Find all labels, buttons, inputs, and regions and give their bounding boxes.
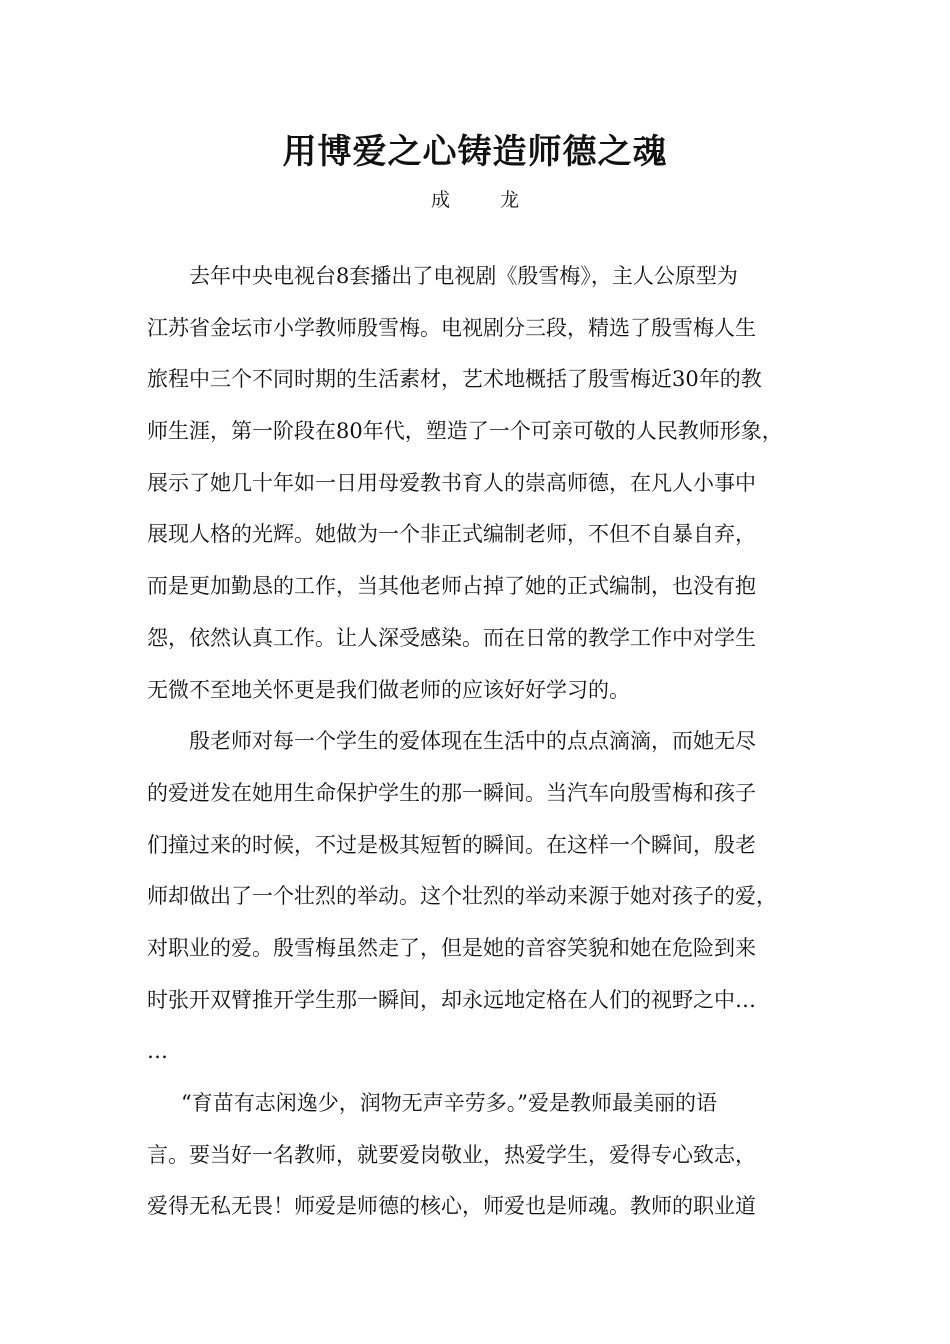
- paragraph-1-line: 展示了她几十年如一日用母爱教书育人的崇高师德，在凡人小事中: [147, 470, 756, 495]
- paragraph-1-line: 展现人格的光辉。她做为一个非正式编制老师，不但不自暴自弃，: [147, 522, 756, 547]
- document-author: 成 龙: [430, 189, 542, 211]
- paragraph-2-line: 们撞过来的时候，不过是极其短暂的瞬间。在这样一个瞬间，殷老: [147, 832, 756, 857]
- paragraph-3-line: 言。要当好一名教师，就要爱岗敬业，热爱学生，爱得专心致志，: [147, 1142, 756, 1167]
- paragraph-1-line: 怨，依然认真工作。让人深受感染。而在日常的教学工作中对学生: [147, 625, 756, 650]
- document-title: 用博爱之心铸造师德之魂: [282, 132, 668, 172]
- paragraph-2-line: 师却做出了一个壮烈的举动。这个壮烈的举动来源于她对孩子的爱，: [147, 884, 777, 909]
- paragraph-3-line: 爱得无私无畏！师爱是师德的核心，师爱也是师魂。教师的职业道: [147, 1194, 756, 1219]
- paragraph-2-line: 时张开双臂推开学生那一瞬间，却永远地定格在人们的视野之中…: [147, 987, 756, 1012]
- paragraph-1-line: 去年中央电视台8套播出了电视剧《殷雪梅》，主人公原型为: [189, 264, 738, 288]
- paragraph-1-line: 而是更加勤恳的工作，当其他老师占掉了她的正式编制，也没有抱: [147, 574, 756, 599]
- paragraph-1-line: 江苏省金坛市小学教师殷雪梅。电视剧分三段，精选了殷雪梅人生: [147, 315, 756, 340]
- paragraph-3-line: “育苗有志闲逸少，润物无声辛劳多。”爱是教师最美丽的语: [181, 1091, 717, 1115]
- paragraph-1-line: 师生涯，第一阶段在80年代，塑造了一个可亲可敬的人民教师形象，: [147, 419, 783, 444]
- paragraph-2-line: 殷老师对每一个学生的爱体现在生活中的点点滴滴，而她无尽: [189, 729, 756, 754]
- paragraph-2-line: …: [147, 1039, 168, 1064]
- paragraph-1-line: 旅程中三个不同时期的生活素材，艺术地概括了殷雪梅近30年的教: [147, 367, 762, 392]
- paragraph-2-line: 对职业的爱。殷雪梅虽然走了，但是她的音容笑貌和她在危险到来: [147, 935, 756, 960]
- paragraph-1-line: 无微不至地关怀更是我们做老师的应该好好学习的。: [147, 677, 630, 702]
- paragraph-2-line: 的爱迸发在她用生命保护学生的那一瞬间。当汽车向殷雪梅和孩子: [147, 780, 756, 805]
- document-body: [147, 256, 827, 1238]
